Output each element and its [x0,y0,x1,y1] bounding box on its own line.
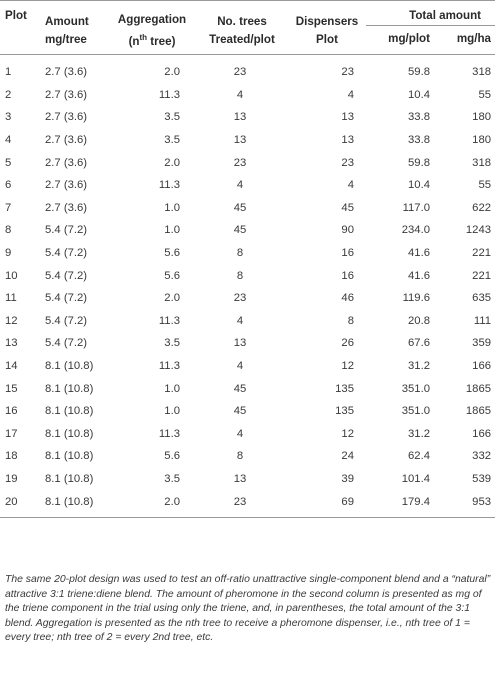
cell-mg-ha: 1243 [465,224,492,237]
cell-mg-ha: 180 [472,134,492,147]
cell-trees-treated: 4 [236,179,244,192]
cell-plot: 10 [5,269,18,282]
table-row [0,264,495,287]
cell-mg-ha: 180 [472,111,492,124]
cell-trees-treated: 13 [233,134,247,147]
table-row [0,377,495,400]
cell-dispensers: 12 [341,427,354,440]
cell-mg-plot: 31.2 [408,360,430,373]
cell-aggregation: 11.3 [158,314,180,327]
header-aggregation-line2 [110,29,194,51]
cell-amount: 5.4 (7.2) [45,224,88,237]
cell-mg-ha: 166 [472,360,492,373]
table-row [0,197,495,220]
header-dispensers-line2: Plot [316,32,338,46]
cell-dispensers: 16 [341,269,354,282]
cell-amount: 8.1 (10.8) [45,472,94,485]
header-mg-plot: mg/plot [366,26,436,55]
cell-mg-plot: 179.4 [366,490,436,517]
cell-trees-treated: 45 [233,201,247,214]
cell-trees-treated: 45 [233,224,247,237]
cell-trees-treated: 13 [233,111,247,124]
header-dispensers-line1: Dispensers [295,14,359,28]
cell-plot: 7 [5,201,12,214]
header-mg-ha: mg/ha [436,26,495,55]
cell-trees-treated: 13 [233,337,247,350]
table-row [0,84,495,107]
table-row [0,242,495,265]
table-row [0,129,495,152]
cell-trees-treated: 4 [236,88,244,101]
cell-amount: 2.7 (3.6) [45,88,88,101]
cell-aggregation: 3.5 [164,337,180,350]
cell-aggregation: 2.0 [164,156,180,169]
cell-aggregation: 1.0 [164,224,180,237]
cell-amount: 8.1 (10.8) [45,450,94,463]
cell-mg-ha: 221 [472,247,492,260]
cell-amount: 5.4 (7.2) [45,314,88,327]
cell-dispensers: 4 [347,88,354,101]
cell-aggregation: 3.5 [164,111,180,124]
cell-mg-plot: 117.0 [402,201,430,214]
cell-mg-ha: 635 [472,292,492,305]
cell-amount: 5.4 (7.2) [45,269,88,282]
cell-mg-plot: 67.6 [408,337,430,350]
cell-mg-ha: 166 [472,427,492,440]
cell-plot: 15 [5,382,18,395]
cell-dispensers: 46 [341,292,354,305]
cell-amount: 8.1 (10.8) [45,405,94,418]
cell-aggregation: 2.0 [108,490,196,517]
cell-aggregation: 11.3 [158,360,180,373]
header-amount-line2: mg/tree [45,32,87,46]
cell-trees-treated: 23 [233,292,247,305]
table-row [0,174,495,197]
cell-dispensers: 23 [341,156,354,169]
cell-mg-plot: 10.4 [408,88,430,101]
header-aggregation-pre: (n [128,34,140,48]
cell-mg-ha: 953 [436,490,495,517]
cell-aggregation: 1.0 [164,382,180,395]
cell-trees-treated: 8 [236,247,244,260]
cell-mg-plot: 119.6 [402,292,430,305]
cell-amount: 2.7 (3.6) [45,179,88,192]
cell-trees-treated: 4 [236,427,244,440]
cell-trees-treated: 4 [236,360,244,373]
cell-plot: 9 [5,247,12,260]
cell-aggregation: 1.0 [164,201,180,214]
header-plot: Plot [0,1,40,55]
cell-amount: 8.1 (10.8) [40,490,108,517]
cell-amount: 2.7 (3.6) [45,201,88,214]
cell-mg-ha: 318 [472,156,492,169]
table-row [0,423,495,446]
cell-dispensers: 135 [335,382,354,395]
cell-plot: 4 [5,134,12,147]
cell-mg-plot: 33.8 [408,111,430,124]
cell-mg-ha: 622 [472,201,492,214]
cell-mg-ha: 55 [478,88,492,101]
cell-mg-plot: 62.4 [408,450,430,463]
cell-trees-treated: 13 [233,472,247,485]
table-row [0,400,495,423]
table-footnote: The same 20-plot design was used to test an off-ratio unattractive single-component blend and a “natural” attractive 3:1 triene:diene blend. The amount of pheromone in the second column is presented as mg of the triene component in the trial using only the triene, and, in parentheses, the total amount of the 3:1 blend. Aggregation is presented as the nth tree to receive a pheromone dispenser, i.e., nth tree of 1 = every tree; nth tree of 2 = every 2nd tree, etc. [5,574,491,644]
cell-plot: 20 [0,490,40,517]
cell-plot: 11 [5,292,17,305]
cell-plot: 16 [5,405,18,418]
cell-amount: 5.4 (7.2) [45,247,88,260]
header-total-amount: Total amount [366,1,495,26]
table-body [0,55,495,518]
cell-mg-plot: 59.8 [408,156,430,169]
cell-mg-ha: 359 [472,337,492,350]
cell-plot: 6 [5,179,12,192]
cell-dispensers: 12 [341,360,354,373]
cell-amount: 2.7 (3.6) [45,156,88,169]
cell-amount: 5.4 (7.2) [45,292,88,305]
cell-dispensers: 24 [341,450,354,463]
cell-trees-treated: 8 [236,450,244,463]
cell-mg-plot: 31.2 [408,427,430,440]
table-row [0,287,495,310]
cell-plot: 13 [5,337,18,350]
table-header [0,1,495,55]
cell-mg-ha: 55 [478,179,492,192]
table-row [0,332,495,355]
header-trees-line1: No. trees [217,14,267,28]
cell-mg-ha: 1865 [465,405,492,418]
cell-aggregation: 3.5 [164,472,180,485]
cell-mg-plot: 351.0 [401,382,430,395]
cell-aggregation: 5.6 [164,247,180,260]
cell-aggregation: 2.0 [164,292,180,305]
cell-mg-plot: 59.8 [408,66,430,79]
cell-mg-plot: 20.8 [408,314,430,327]
cell-trees-treated: 8 [236,269,244,282]
table-row [0,310,495,333]
header-amount [40,1,108,55]
cell-dispensers: 90 [341,224,354,237]
header-aggregation-post: tree) [147,34,176,48]
cell-aggregation: 11.3 [158,88,180,101]
cell-dispensers: 26 [341,337,354,350]
cell-trees-treated: 23 [233,66,247,79]
cell-mg-ha: 111 [473,314,492,327]
table-row [0,219,495,242]
cell-dispensers: 16 [341,247,354,260]
cell-mg-plot: 41.6 [408,269,430,282]
cell-aggregation: 5.6 [164,269,180,282]
cell-dispensers: 13 [341,111,354,124]
cell-dispensers: 4 [347,179,354,192]
cell-amount: 8.1 (10.8) [45,382,94,395]
cell-dispensers: 45 [341,201,354,214]
cell-dispensers: 13 [341,134,354,147]
table-row [0,490,495,517]
cell-amount: 8.1 (10.8) [45,360,94,373]
cell-trees-treated: 4 [236,314,244,327]
cell-mg-plot: 10.4 [408,179,430,192]
cell-mg-plot: 101.4 [401,472,430,485]
cell-trees-treated: 45 [233,382,247,395]
cell-aggregation: 3.5 [164,134,180,147]
cell-plot: 19 [5,472,18,485]
cell-mg-ha: 221 [472,269,492,282]
cell-mg-ha: 332 [472,450,492,463]
cell-mg-plot: 351.0 [401,405,430,418]
table-row [0,445,495,468]
table-row [0,151,495,174]
cell-aggregation: 11.3 [158,427,180,440]
cell-plot: 8 [5,224,12,237]
table-row [0,355,495,378]
cell-amount: 2.7 (3.6) [45,134,88,147]
cell-plot: 2 [5,88,12,101]
cell-amount: 2.7 (3.6) [45,66,88,79]
cell-amount: 2.7 (3.6) [45,111,88,124]
cell-mg-ha: 318 [472,66,492,79]
cell-amount: 8.1 (10.8) [45,427,94,440]
header-aggregation [108,1,196,55]
cell-dispensers: 39 [341,472,354,485]
header-aggregation-sup: th [139,32,148,42]
header-dispensers [288,1,366,55]
cell-mg-ha: 539 [472,472,492,485]
cell-dispensers: 69 [288,490,366,517]
cell-trees-treated: 45 [233,405,247,418]
table-row [0,55,495,84]
cell-trees-treated: 23 [196,490,288,517]
header-trees [196,1,288,55]
cell-plot: 3 [5,111,12,124]
cell-plot: 1 [5,66,12,79]
cell-plot: 17 [5,427,18,440]
cell-aggregation: 11.3 [158,179,180,192]
cell-plot: 18 [5,450,18,463]
header-aggregation-line1: Aggregation [117,12,187,26]
cell-amount: 5.4 (7.2) [45,337,88,350]
cell-dispensers: 135 [335,405,354,418]
cell-aggregation: 2.0 [164,66,180,79]
cell-mg-ha: 1865 [465,382,492,395]
cell-plot: 14 [5,360,18,373]
header-trees-line2: Treated/plot [209,32,275,46]
cell-mg-plot: 234.0 [401,224,430,237]
cell-mg-plot: 41.6 [408,247,430,260]
cell-dispensers: 23 [341,66,354,79]
cell-plot: 12 [5,314,18,327]
cell-dispensers: 8 [347,314,354,327]
cell-plot: 5 [5,156,12,169]
table-row [0,468,495,491]
cell-aggregation: 1.0 [164,405,180,418]
table-row [0,106,495,129]
cell-aggregation: 5.6 [164,450,180,463]
header-amount-line1: Amount [45,14,89,28]
cell-trees-treated: 23 [233,156,247,169]
cell-mg-plot: 33.8 [408,134,430,147]
